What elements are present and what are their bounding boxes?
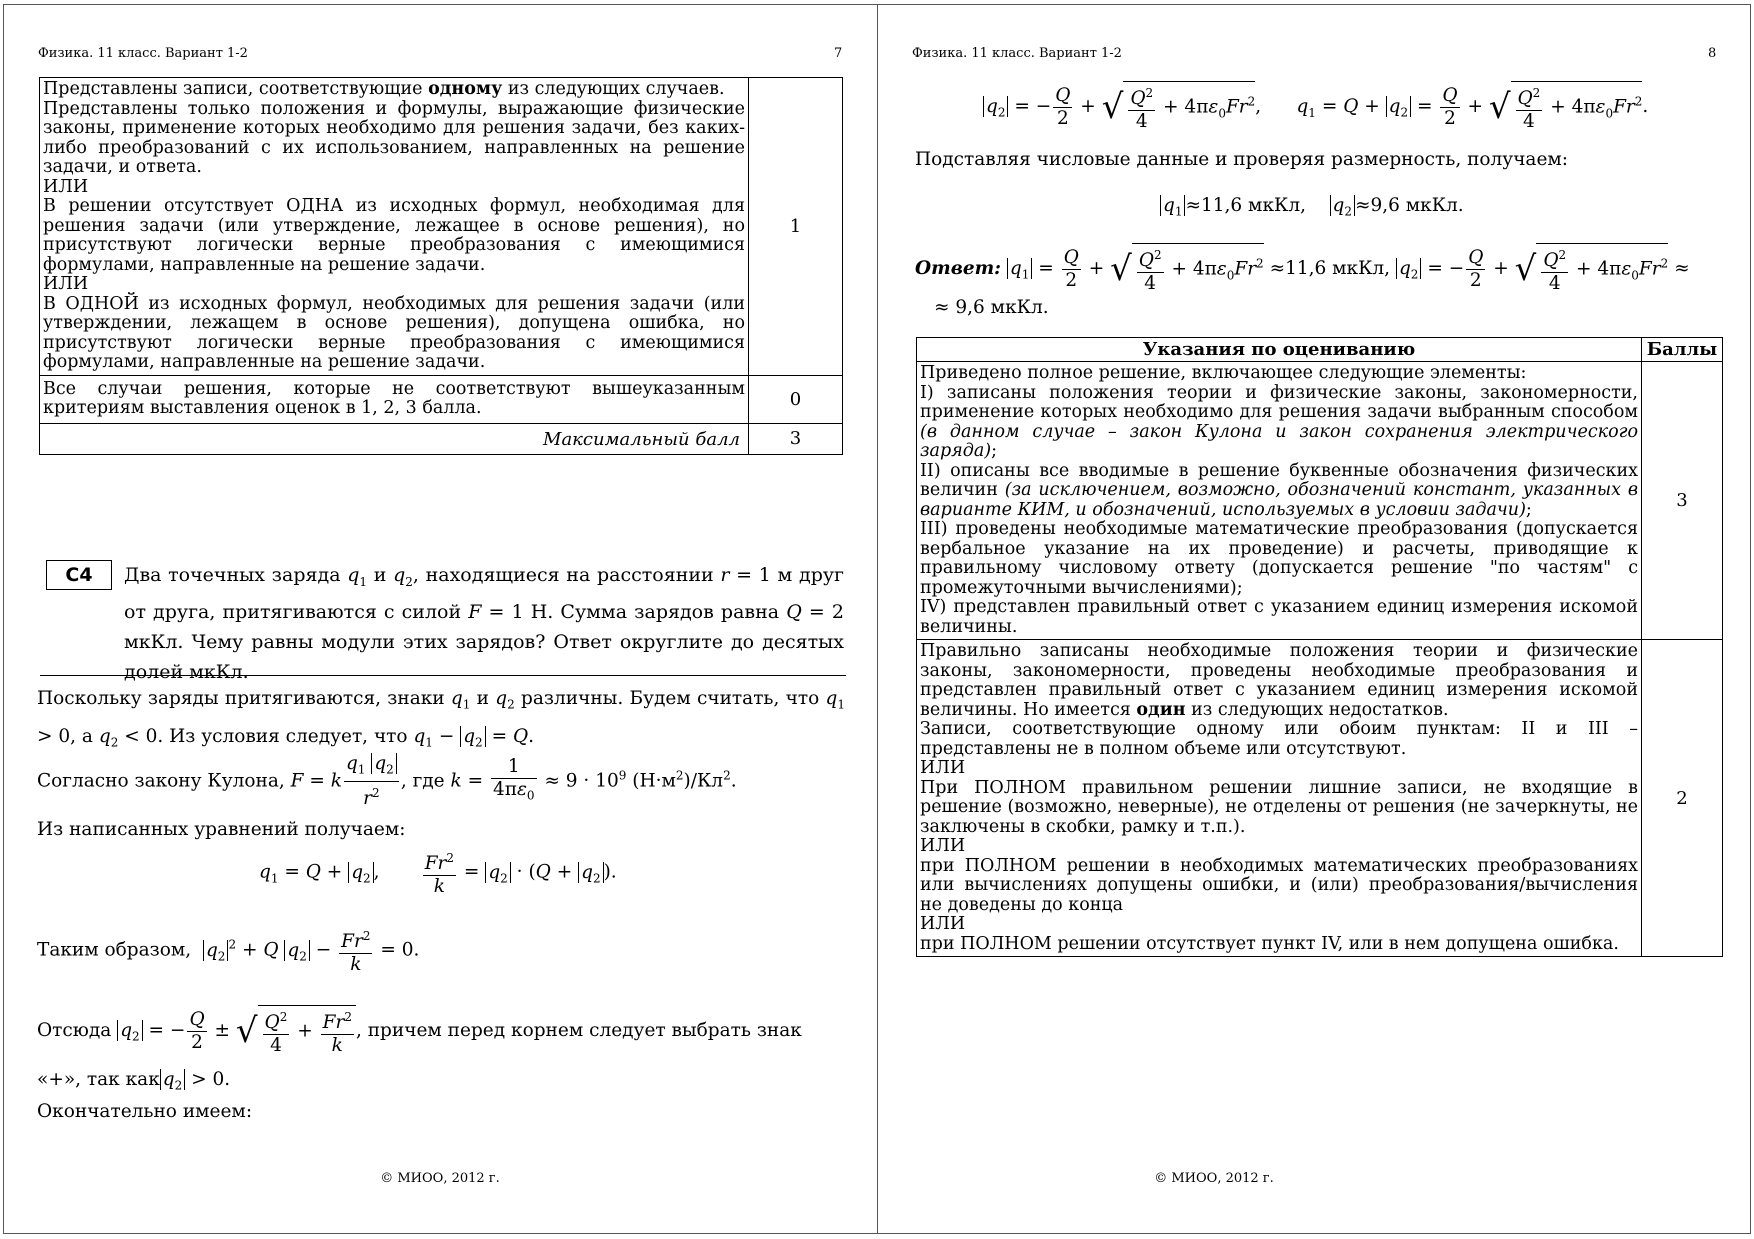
max-score-label: Максимальный балл	[40, 423, 749, 455]
root-expression: Отсюда $q_2$ = − $\frac{Q}{2}$ ± √ $\frac{Q^2}{4}$ + $\frac{Fr^2}{k}$ , причем перед корнем следует выбрать знак	[37, 1005, 845, 1057]
answer-label: Ответ:	[915, 258, 1002, 280]
rubric-score: 1	[749, 78, 843, 376]
rubric-header-row	[917, 338, 1723, 362]
page-header: Физика. 11 класс. Вариант 1-2	[38, 46, 248, 61]
rubric-row-score-3	[917, 362, 1723, 640]
solution-paragraph-1: Поскольку заряды притягиваются, знаки $q_1$ и $q_2$ различны. Будем считать, что $q_1 > 0$, а $q_2 < 0$. Из условия следует, что $q_1 - q_2 = Q$.	[37, 688, 846, 750]
rubric-criteria: Приведено полное решение, включающее следующие элементы: I) записаны положения теории и физические законы, закономерности, применение которых необходимо для решения задачи выбранным способом (в данном случае – закон Кулона и закон сохранения электрического заряда); II) описаны все вводимые в решение буквенные обозначения физических величин (за исключением, возможно, обозначений констант, указанных в варианте КИМ, и обозначений, используемых в условии задачи); III) проведены необходимые математические преобразования (допускается вербальное указание на их проведение) и расчеты, приводящие к правильному числовому ответу (допускается решение "по частям" с промежуточными вычислениями); IV) представлен правильный ответ с указанием единиц измерения искомой величины.	[917, 362, 1642, 640]
header-instructions: Указания по оцениванию	[917, 338, 1642, 362]
rubric-paragraph: Представлены только положения и формулы, выражающие физические законы, применение которых необходимо для решения задачи, без каких-либо преобразований с их использованием, направленных на решение задачи, и ответа.	[43, 98, 745, 177]
page-left	[3, 4, 878, 1234]
from-written-label: Из написанных уравнений получаем:	[37, 819, 406, 840]
finally-label: Окончательно имеем:	[37, 1101, 253, 1122]
rubric-paragraph: В решении отсутствует ОДНА из исходных формул, необходимая для решения задачи (или утверждение, лежащее в основе решения), но присутствуют логически верные преобразования с имеющимися формулами, направленные на решение задачи.	[43, 196, 745, 275]
task-label: С4	[46, 560, 112, 590]
page-number: 7	[834, 46, 843, 61]
rubric-criteria: Все случаи решения, которые не соответствуют вышеуказанным критериям выставления оценок в 1, 2, 3 балла.	[40, 375, 749, 423]
rubric-score: 2	[1642, 640, 1723, 957]
rubric-or: ИЛИ	[43, 176, 89, 197]
page-footer: © МИОО, 2012 г.	[1154, 1171, 1274, 1186]
rubric-criteria: Правильно записаны необходимые положения теории и физические законы, закономерности, проведены необходимые преобразования и представлен правильный ответ с указанием единиц измерения искомой величины. Но имеется один из следующих недостатков. Записи, соответствующие одному или обоим пунктам: II и III – представлены не в полном объеме или отсутствуют. ИЛИ При ПОЛНОМ правильном решении лишние записи, не входящие в решение (возможно, неверные), не отделены от решения (не зачеркнуты, не заключены в скобки, рамку и т.п.). ИЛИ при ПОЛНОМ решении в необходимых математических преобразованиях или вычислениях допущены ошибки, и (или) преобразования/вычисления не доведены до конца ИЛИ при ПОЛНОМ решении отсутствует пункт IV, или в нем допущена ошибка.	[917, 640, 1642, 957]
rubric-criteria	[40, 78, 749, 376]
answer-continuation: ≈ 9,6 мкКл.	[934, 297, 1049, 318]
rubric-or: ИЛИ	[43, 274, 89, 294]
rubric-table-continued	[39, 77, 843, 455]
page-footer: © МИОО, 2012 г.	[380, 1171, 500, 1186]
rubric-row-max	[40, 423, 843, 455]
numeric-results: $q_1 \approx 11,6$ мкКл, $q_2 \approx 9,6$ мкКл.	[1160, 195, 1464, 223]
emphasis-one: одному	[428, 79, 503, 99]
equation-system: $q_1 = Q + q_2$ , $\frac{Fr^2}{k}$ = $q_2 \cdot (Q + q_2$ ).	[259, 851, 617, 898]
page-number: 8	[1708, 46, 1717, 61]
coulomb-law: Согласно закону Кулона, F = k $\frac{q_1 q_2}{r^2}$ , где k = $\frac{1}{4\pi\varepsilon_0}$ ≈ $9 \cdot 10^9$ $(Н\cdot м^2)/Кл^2$.	[37, 753, 737, 809]
page-header: Физика. 11 класс. Вариант 1-2	[912, 46, 1122, 61]
charge-formulas: $q_2$ = − $\frac{Q}{2}$ + √ $\frac{Q^2}{4}$ + $4\pi\varepsilon_0Fr^2$, $q_1 = Q + q_2$ = $\frac{Q}{2}$ + √ $\frac{Q^2}{4}$ + $4\pi\varepsilon_0Fr^2$.	[983, 81, 1648, 133]
rubric-row-score-1	[40, 78, 843, 376]
substituting-text: Подставляя числовые данные и проверяя размерность, получаем:	[915, 149, 1569, 170]
rubric-score: 3	[1642, 362, 1723, 640]
rubric-paragraph: В ОДНОЙ из исходных формул, необходимых для решения задачи (или утверждении, лежащем в основе решения), допущена ошибка, но присутствуют логически верные преобразования с имеющимися формулами, направленные на решение задачи.	[43, 293, 745, 372]
page-right	[877, 4, 1751, 1234]
quadratic-equation: Таким образом, $q_2^2 + Q$ $q_2$ − $\frac{Fr^2}{k}$ = 0.	[37, 929, 420, 976]
rubric-score: 0	[749, 375, 843, 423]
task-underline	[40, 675, 846, 676]
answer-line: Ответ: $q_1$ = $\frac{Q}{2}$ + √ $\frac{Q^2}{4}$ + $4\pi\varepsilon_0Fr^2 \approx 11,6$ мкКл, $q_2$ = − $\frac{Q}{2}$ + √ $\frac{Q^2}{4}$ + $4\pi\varepsilon_0Fr^2$ ≈	[915, 243, 1735, 295]
task-statement: Два точечных заряда $q_1$ и $q_2$, находящиеся на расстоянии r = 1 м друг от друга, притягиваются с силой F = 1 Н. Сумма зарядов равна Q = 2 мкКл. Чему равны модули этих зарядов? Ответ округлите до десятых долей мкКл.	[124, 564, 844, 683]
rubric-paragraph: Представлены записи, соответствующие одному из следующих случаев.	[43, 79, 725, 99]
max-score-value: 3	[749, 423, 843, 455]
rubric-row-score-2	[917, 640, 1723, 957]
rubric-table	[916, 337, 1723, 957]
header-points: Баллы	[1642, 338, 1723, 362]
sign-choice: «+», так как $q_2 > 0$.	[37, 1069, 231, 1093]
rubric-row-score-0	[40, 375, 843, 423]
